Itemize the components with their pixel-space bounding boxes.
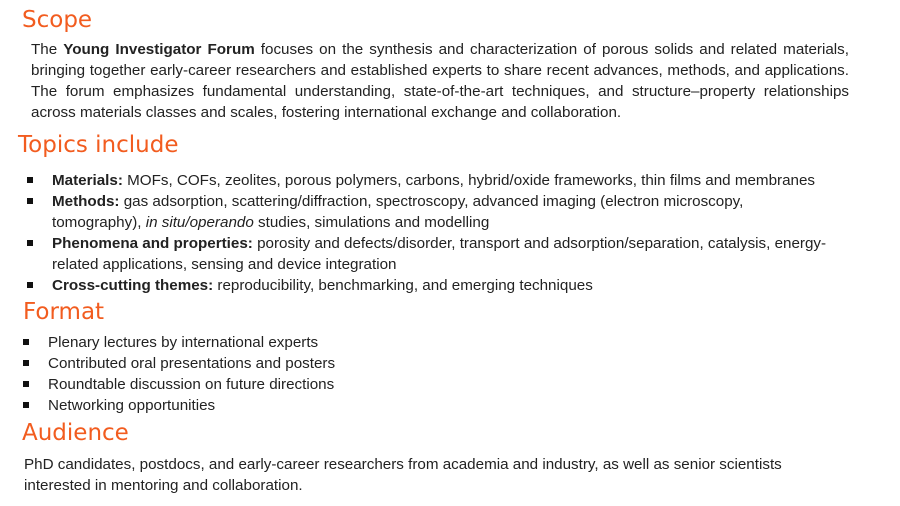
- scope-text-start: The: [31, 41, 64, 58]
- bullet-icon: [23, 402, 29, 408]
- topics-heading: Topics include: [18, 132, 179, 158]
- topic-text: reproducibility, benchmarking, and emerging techniques: [213, 277, 593, 294]
- topic-text-continued: studies, simulations and modelling: [253, 214, 490, 231]
- format-item-text: Plenary lectures by international experts: [48, 334, 319, 351]
- topics-list: [52, 170, 872, 296]
- bullet-icon: [27, 177, 33, 183]
- format-item-text: Roundtable discussion on future directions: [48, 376, 335, 393]
- format-item: [48, 374, 748, 395]
- scope-heading: Scope: [22, 7, 93, 33]
- audience-heading: Audience: [22, 420, 129, 446]
- topic-item-cross-cutting: [52, 275, 872, 296]
- bullet-icon: [23, 381, 29, 387]
- format-item: [48, 332, 748, 353]
- bullet-icon: [27, 240, 33, 246]
- scope-paragraph: [31, 39, 849, 123]
- bullet-icon: [27, 198, 33, 204]
- topic-text: MOFs, COFs, zeolites, porous polymers, carbons, hybrid/oxide frameworks, thin films and membranes: [122, 172, 816, 189]
- format-item-text: Networking opportunities: [48, 397, 216, 414]
- format-item-text: Contributed oral presentations and posters: [48, 355, 336, 372]
- topic-label: Materials:: [52, 172, 123, 189]
- bullet-icon: [27, 282, 33, 288]
- topic-text: gas adsorption, scattering/diffraction, spectroscopy, advanced imaging (electron microscopy, tomography),: [52, 193, 744, 231]
- topic-italic-text: in situ/operando: [145, 214, 254, 231]
- format-item: [48, 353, 748, 374]
- topic-text: porosity and defects/disorder, transport and adsorption/separation, catalysis, energy-related applications, sensing and device integration: [52, 235, 827, 273]
- format-list: [48, 332, 748, 416]
- format-heading: Format: [23, 299, 105, 325]
- scope-text-rest: focuses on the synthesis and characterization of porous solids and related materials, bringing together early-career researchers and established experts to share recent advances, methods, and applications. The forum emphasizes fundamental understanding, state-of-the-art techniques, and structure–property relationships across materials classes and scales, fostering international exchange and collaboration.: [31, 41, 849, 121]
- topic-item-materials: [52, 170, 872, 191]
- topic-label: Methods:: [52, 193, 120, 210]
- audience-paragraph: PhD candidates, postdocs, and early-career researchers from academia and industry, as well as senior scientists interested in mentoring and collaboration.: [24, 456, 782, 494]
- topic-item-phenomena: [52, 233, 827, 275]
- bullet-icon: [23, 339, 29, 345]
- topic-label: Phenomena and properties:: [52, 235, 253, 252]
- topic-item-methods: [52, 191, 812, 233]
- format-item: [48, 395, 748, 416]
- bullet-icon: [23, 360, 29, 366]
- topic-label: Cross-cutting themes:: [52, 277, 214, 294]
- forum-name: Young Investigator Forum: [63, 41, 255, 58]
